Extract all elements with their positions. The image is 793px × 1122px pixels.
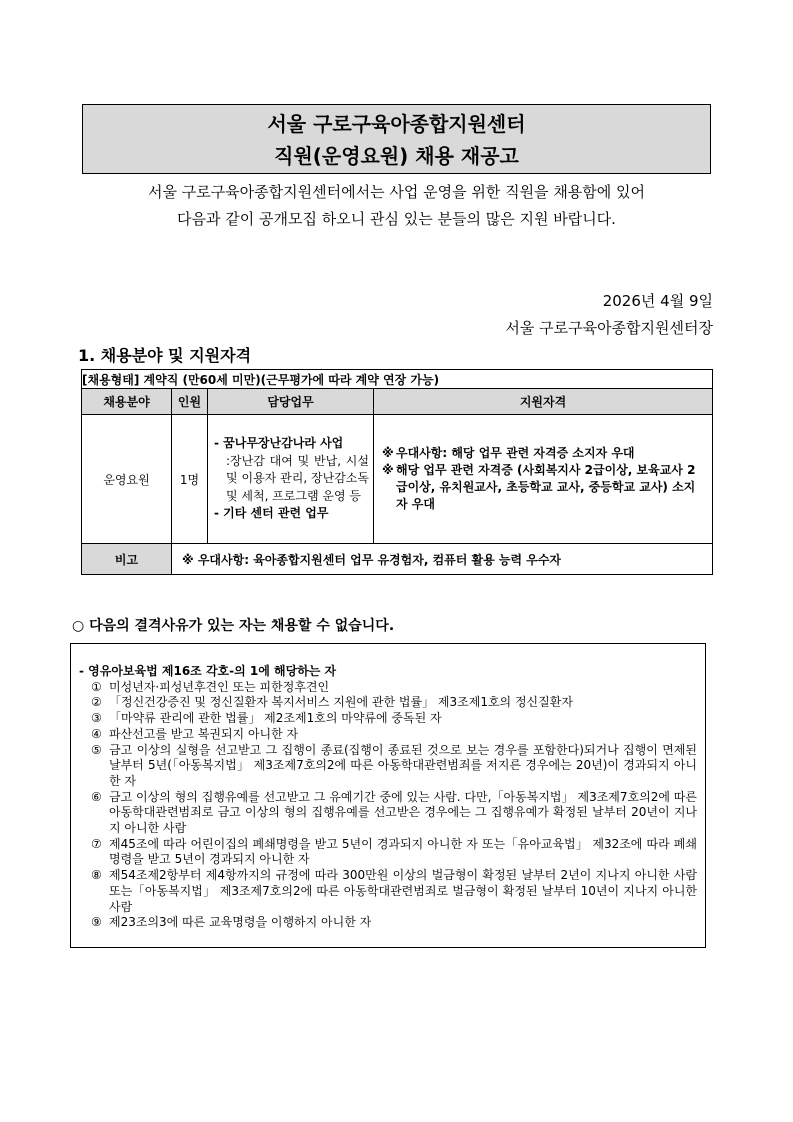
reference-mark: ※ <box>382 446 394 460</box>
qualification-text: 해당 업무 관련 자격증 (사회복지사 2급이상, 보육교사 2급이상, 유치원교사, 초등학교 교사, 중등학교 교사) 소지자 우대 <box>396 463 696 511</box>
duty-cell <box>208 415 374 544</box>
item-text: 금고 이상의 실형을 선고받고 그 집행이 종료(집행이 종료된 것으로 보는 경우를 포함한다)되거나 집행이 면제된 날부터 5년(「아동복지법」 제3조제7호의2에 따른 아동학대관련범죄를 저지른 경우에는 20년)이 경과되지 아니한 자 <box>109 742 697 788</box>
item-text: 「정신건강증진 및 정신질환자 복지서비스 지원에 관한 법률」 제3조제1호의 정신질환자 <box>109 695 573 710</box>
list-item <box>79 680 697 696</box>
item-text: 제23조의3에 따른 교육명령을 이행하지 아니한 자 <box>109 915 372 930</box>
item-text: 「마약류 관리에 관한 법률」 제2조제1호의 마약류에 중독된 자 <box>109 711 442 726</box>
duty-title-1: - 꿈나무장난감나라 사업 <box>214 436 344 451</box>
count-cell: 1명 <box>172 415 208 544</box>
item-number: ⑥ <box>91 789 102 804</box>
table-row <box>82 415 713 544</box>
section-heading: 1. 채용분야 및 지원자격 <box>78 346 252 365</box>
list-item <box>79 695 697 711</box>
recruitment-table <box>81 369 713 575</box>
item-text: 제45조에 따라 어린이집의 폐쇄명령을 받고 5년이 경과되지 아니한 자 또는「유아교육법」 제32조에 따라 폐쇄명령을 받고 5년이 경과되지 아니한 자 <box>109 836 697 867</box>
title-line-2: 직원(운영요원) 채용 재공고 <box>274 144 519 168</box>
employment-type: [채용형태] 계약직 (만60세 미만)(근무평가에 따라 계약 연장 가능) <box>82 370 713 389</box>
list-item <box>79 790 697 837</box>
disqualification-heading: ○ 다음의 결격사유가 있는 자는 채용할 수 없습니다. <box>72 618 395 634</box>
item-number: ① <box>91 679 102 694</box>
title-line-1: 서울 구로구육아종합지원센터 <box>267 112 526 136</box>
intro-line-2: 다음과 같이 공개모집 하오니 관심 있는 분들의 많은 지원 바랍니다. <box>177 210 616 228</box>
qualification-cell <box>374 415 713 544</box>
issue-date: 2026년 4월 9일 <box>602 292 713 310</box>
qualification-item <box>382 445 704 462</box>
qualification-text: 우대사항: 해당 업무 관련 자격증 소지자 우대 <box>396 446 635 460</box>
disqualification-lead: - 영유아보육법 제16조 각호-의 1에 해당하는 자 <box>79 664 337 678</box>
item-text: 제54조제2항부터 제4항까지의 규정에 따라 300만원 이상의 벌금형이 확정된 날부터 2년이 지나지 아니한 사람 또는「아동복지법」 제3조제7호의2에 따른 아동학대관련범죄로 벌금형이 확정된 날부터 10년이 지나지 아니한 사람 <box>109 868 697 914</box>
reference-mark: ※ <box>382 463 394 477</box>
list-item <box>79 711 697 727</box>
intro-line-1: 서울 구로구육아종합지원센터에서는 사업 운영을 위한 직원을 채용함에 있어 <box>147 183 646 201</box>
column-header: 인원 <box>172 389 208 415</box>
field-cell: 운영요원 <box>82 415 172 544</box>
item-text: 금고 이상의 형의 집행유예를 선고받고 그 유예기간 중에 있는 사람. 다만,「아동복지법」 제3조제7호의2에 따른 아동학대관련범죄로 금고 이상의 형의 집행유예를 선고받은 경우에는 그 집행유예가 확정된 날부터 20년이 지나지 아니한 사람 <box>109 789 697 836</box>
item-number: ⑧ <box>91 868 102 883</box>
list-item <box>79 743 697 790</box>
qualification-item <box>382 462 704 513</box>
duty-title-2: - 기타 센터 관련 업무 <box>214 506 329 521</box>
item-number: ⑦ <box>91 836 102 851</box>
employment-type-row <box>82 370 713 389</box>
item-number: ② <box>91 695 102 710</box>
list-item <box>79 868 697 915</box>
item-text: 미성년자·피성년후견인 또는 피한정후견인 <box>109 679 330 694</box>
column-header: 담당업무 <box>208 389 374 415</box>
disqualification-box <box>70 643 706 948</box>
note-row <box>82 544 713 575</box>
item-number: ③ <box>91 711 102 726</box>
list-item <box>79 915 697 931</box>
list-item <box>79 727 697 743</box>
issuer-name: 서울 구로구육아종합지원센터장 <box>505 319 713 337</box>
item-number: ④ <box>91 726 102 741</box>
title-box <box>82 104 711 174</box>
duty-detail: :장난감 대여 및 반납, 시설 및 이용자 관리, 장난감소독 및 세척, 프로그램 운영 등 <box>226 453 369 503</box>
list-item <box>79 837 697 868</box>
column-header: 지원자격 <box>374 389 713 415</box>
column-header: 채용분야 <box>82 389 172 415</box>
note-text: ※ 우대사항: 육아종합지원센터 업무 유경험자, 컴퓨터 활용 능력 우수자 <box>172 544 713 575</box>
item-number: ⑤ <box>91 742 102 757</box>
item-text: 파산선고를 받고 복권되지 아니한 자 <box>109 726 299 741</box>
table-header-row <box>82 389 713 415</box>
note-label: 비고 <box>82 544 172 575</box>
item-number: ⑨ <box>91 915 102 930</box>
